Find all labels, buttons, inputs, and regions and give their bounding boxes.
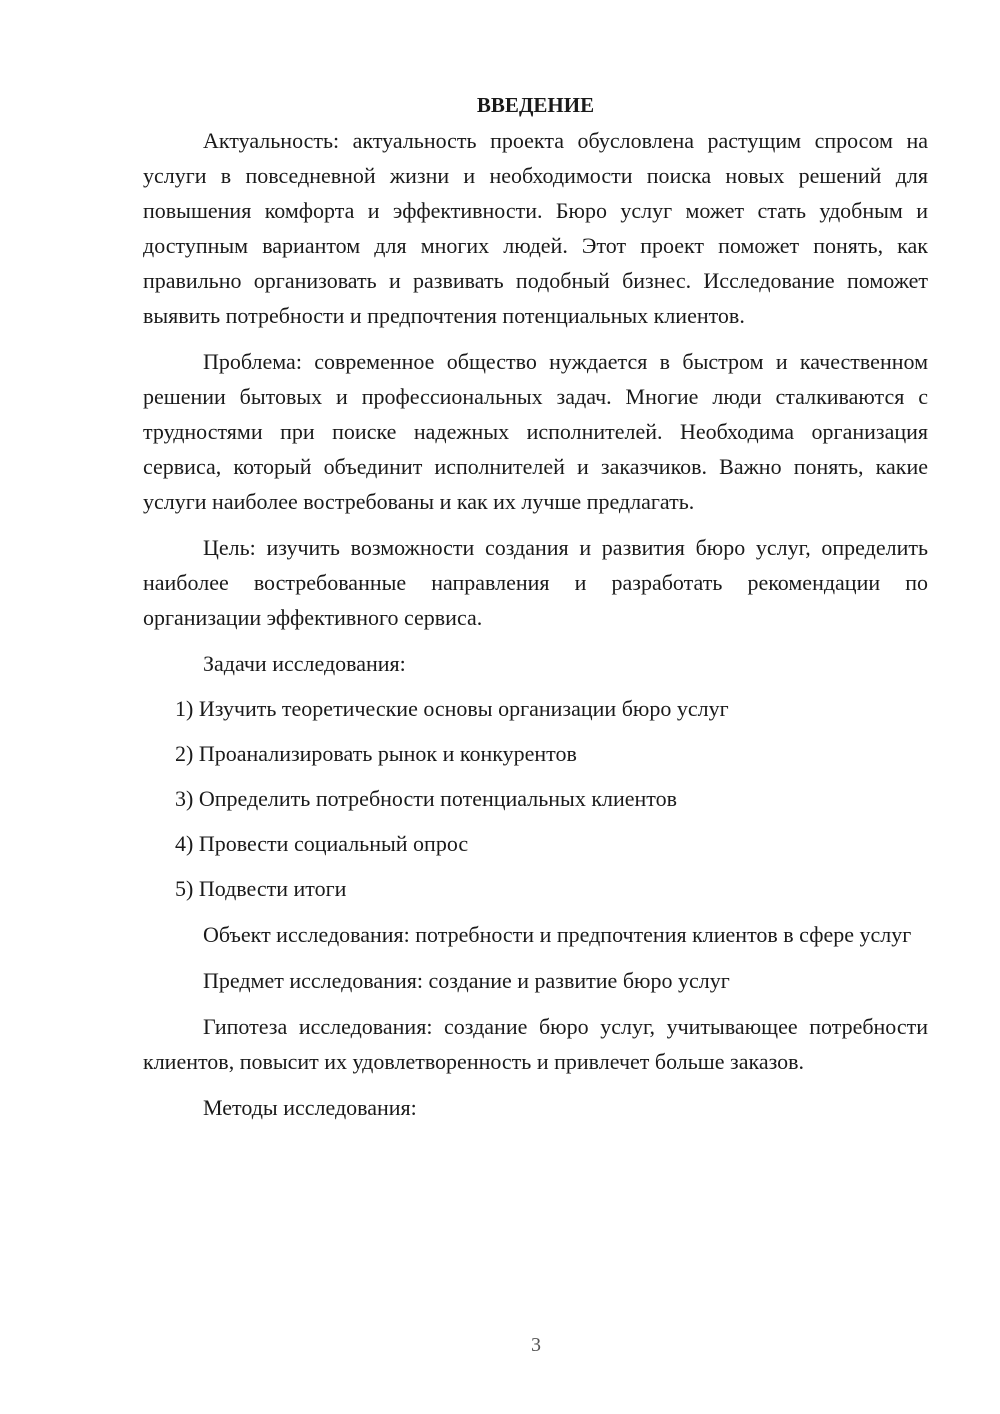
list-item: 3) Определить потребности потенциальных клиентов [175,786,678,811]
list-item: 1) Изучить теоретические основы организации бюро услуг [175,696,729,721]
tasks-list [143,691,928,906]
relevance-paragraph: Актуальность: актуальность проекта обусловлена растущим спросом на услуги в повседневной жизни и необходимости поиска новых решений для повышения комфорта и эффективности. Бюро услуг может стать удобным и доступным вариантом для многих людей. Этот проект поможет понять, как правильно организовать и развивать подобный бизнес. Исследование поможет выявить потребности и предпочтения потенциальных клиентов. [143,128,928,328]
section-heading: ВВЕДЕНИЕ [476,93,595,117]
page-number: 3 [531,1334,541,1356]
methods-label: Методы исследования: [203,1095,417,1120]
hypothesis-paragraph: Гипотеза исследования: создание бюро услуг, учитывающее потребности клиентов, повысит их удовлетворенность и привлечет больше заказов. [143,1014,928,1074]
tasks-label: Задачи исследования: [203,651,406,676]
list-item: 5) Подвести итоги [175,876,347,901]
object-paragraph: Объект исследования: потребности и предпочтения клиентов в сфере услуг [203,922,912,947]
page-content [143,88,928,1125]
goal-paragraph: Цель: изучить возможности создания и развития бюро услуг, определить наиболее востребованные направления и разработать рекомендации по организации эффективного сервиса. [143,535,928,630]
problem-paragraph: Проблема: современное общество нуждается в быстром и качественном решении бытовых и профессиональных задач. Многие люди сталкиваются с трудностями при поиске надежных исполнителей. Необходима организация сервиса, который объединит исполнителей и заказчиков. Важно понять, какие услуги наиболее востребованы и как их лучше предлагать. [143,349,928,514]
list-item: 2) Проанализировать рынок и конкурентов [175,741,577,766]
list-item: 4) Провести социальный опрос [175,831,469,856]
subject-paragraph: Предмет исследования: создание и развитие бюро услуг [203,968,730,993]
